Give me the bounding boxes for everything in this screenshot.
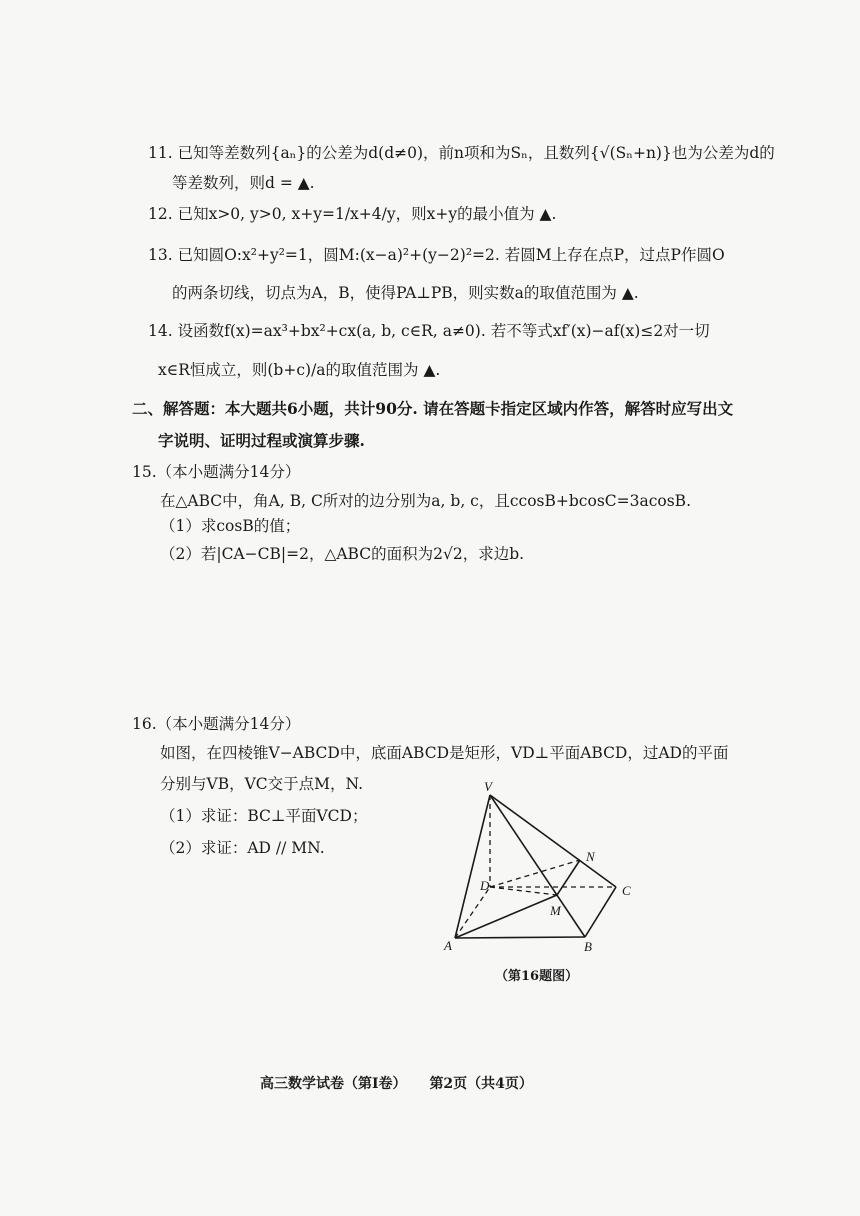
footer-page-number: 第2页（共4页）	[429, 1076, 533, 1092]
question-16-body-line-1: 如图，在四棱锥V−ABCD中，底面ABCD是矩形，VD⊥平面ABCD，过AD的平面	[160, 744, 729, 762]
question-16-body-line-2: 分别与VB，VC交于点M，N.	[160, 775, 364, 793]
edge-va	[455, 795, 490, 938]
section-2-heading-line-1: 二、解答题：本大题共6小题，共计90分. 请在答题卡指定区域内作答，解答时应写出文	[132, 399, 734, 418]
label-d: D	[480, 878, 490, 893]
edge-dn	[490, 860, 580, 887]
label-a: A	[444, 938, 452, 953]
question-15-part-1: （1）求cosB的值；	[160, 517, 301, 535]
pyramid-figure	[440, 775, 650, 985]
edge-dm	[490, 887, 557, 895]
figure-caption: （第16题图）	[495, 969, 579, 984]
label-b: B	[584, 939, 592, 954]
edge-bc	[585, 887, 616, 937]
page-footer	[260, 1073, 551, 1093]
edge-ab	[455, 937, 585, 938]
question-12-line-1: 12. 已知x>0, y>0, x+y=1/x+4/y，则x+y的最小值为 ▲.	[148, 205, 557, 223]
question-14-line-1: 14. 设函数f(x)=ax³+bx²+cx(a, b, c∈R, a≠0). 若不等式xf′(x)−af(x)≤2对一切	[148, 322, 710, 340]
label-v: V	[484, 779, 492, 794]
question-14-line-2: x∈R恒成立，则(b+c)/a的取值范围为 ▲.	[158, 361, 441, 379]
question-15-body: 在△ABC中，角A, B, C所对的边分别为a, b, c，且ccosB+bcosC=3acosB.	[160, 492, 692, 510]
label-c: C	[622, 883, 631, 898]
section-2-heading-line-2: 字说明、证明过程或演算步骤.	[158, 431, 365, 450]
question-11-line-1: 11. 已知等差数列{aₙ}的公差为d(d≠0)，前n项和为Sₙ，且数列{√(Sₙ+n)}也为公差为d的	[148, 144, 775, 162]
label-m: M	[550, 903, 561, 918]
question-15-header: 15.（本小题满分14分）	[132, 463, 301, 481]
edge-vc	[490, 795, 616, 887]
question-11-line-2: 等差数列，则d = ▲.	[172, 174, 315, 192]
question-16-part-2: （2）求证：AD // MN.	[160, 839, 325, 857]
question-13-line-1: 13. 已知圆O:x²+y²=1，圆M:(x−a)²+(y−2)²=2. 若圆M上存在点P，过点P作圆O	[148, 246, 725, 264]
label-n: N	[586, 849, 595, 864]
question-13-line-2: 的两条切线，切点为A，B，使得PA⊥PB，则实数a的取值范围为 ▲.	[172, 284, 639, 302]
question-16-part-1: （1）求证：BC⊥平面VCD；	[160, 807, 368, 825]
question-15-part-2: （2）若|CA−CB|=2，△ABC的面积为2√2，求边b.	[160, 545, 525, 563]
question-16-header: 16.（本小题满分14分）	[132, 715, 301, 733]
edge-am	[455, 895, 557, 938]
edge-vb	[490, 795, 585, 937]
footer-title: 高三数学试卷（第Ⅰ卷）	[260, 1076, 407, 1092]
